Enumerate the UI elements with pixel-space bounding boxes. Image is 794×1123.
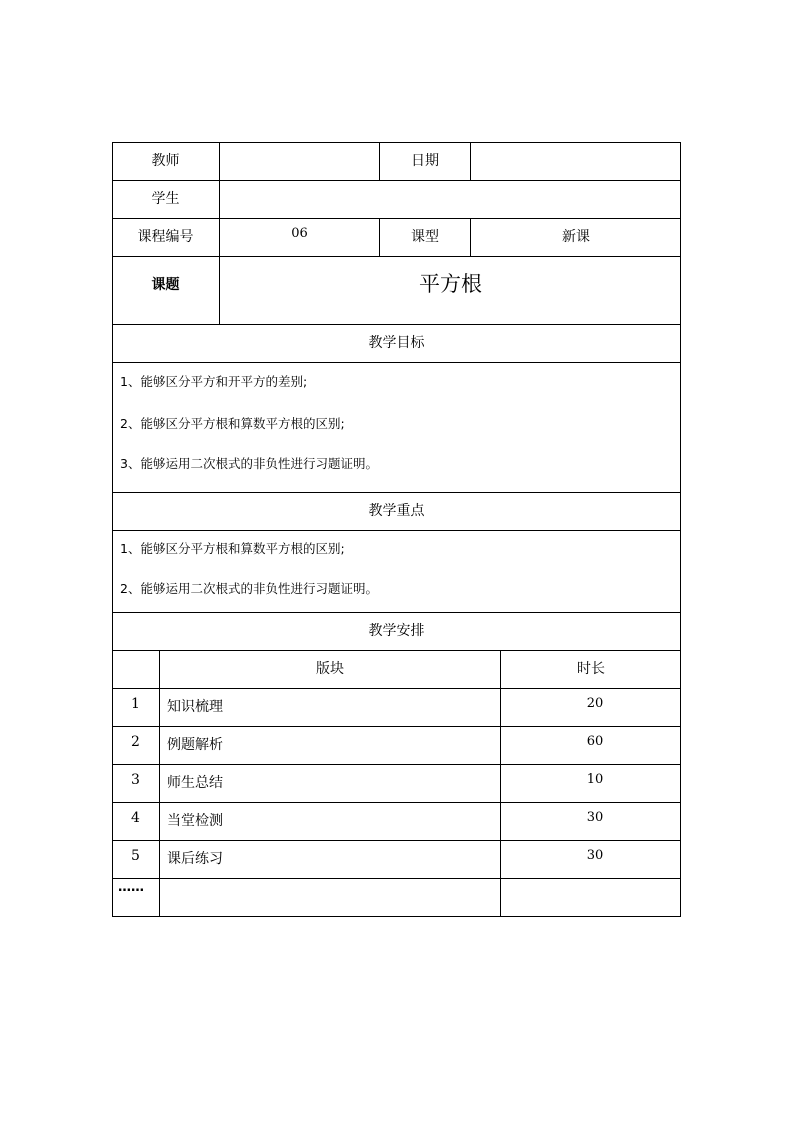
row-index: 5 <box>131 848 140 864</box>
duration-cell: 60 <box>500 726 681 764</box>
topic-label: 课题 <box>151 277 180 293</box>
module-cell: 当堂检测 <box>159 802 500 840</box>
table-row <box>112 764 680 802</box>
lesson-type-value: 新课 <box>470 218 681 256</box>
table-row <box>112 726 680 764</box>
module-cell: 例题解析 <box>159 726 500 764</box>
module-cell <box>159 878 500 916</box>
list-item: 3、能够运用二次根式的非负性进行习题证明。 <box>120 456 378 471</box>
table-row <box>112 878 680 916</box>
list-item: 2、能够运用二次根式的非负性进行习题证明。 <box>120 581 378 596</box>
student-label: 学生 <box>151 191 180 207</box>
course-no-value: 06 <box>219 218 379 256</box>
key-points-heading-row <box>112 492 680 530</box>
teacher-date-row <box>112 142 680 180</box>
lesson-type-label: 课型 <box>379 218 470 256</box>
teacher-label: 教师 <box>151 153 180 169</box>
topic-title: 平方根 <box>219 256 681 324</box>
schedule-header-row <box>112 650 680 688</box>
schedule-heading-row <box>112 612 680 650</box>
duration-cell: 10 <box>500 764 681 802</box>
table-row <box>112 840 680 878</box>
date-label: 日期 <box>379 142 470 180</box>
module-header: 版块 <box>159 650 500 688</box>
key-points-list <box>112 530 680 612</box>
duration-header: 时长 <box>500 650 681 688</box>
course-row <box>112 218 680 256</box>
course-no-label: 课程编号 <box>137 229 194 245</box>
table-row <box>112 688 680 726</box>
module-cell: 课后练习 <box>159 840 500 878</box>
list-item: 2、能够区分平方根和算数平方根的区别; <box>120 416 345 431</box>
row-index: 2 <box>131 734 140 750</box>
topic-row <box>112 256 680 324</box>
row-index: 1 <box>131 696 140 712</box>
row-index: 4 <box>131 810 140 826</box>
date-field[interactable] <box>470 142 681 180</box>
duration-cell: 30 <box>500 840 681 878</box>
duration-cell: 20 <box>500 688 681 726</box>
duration-cell: 30 <box>500 802 681 840</box>
ellipsis-cell: …… <box>118 880 144 895</box>
student-field[interactable] <box>219 180 681 218</box>
list-item: 1、能够区分平方和开平方的差别; <box>120 374 308 389</box>
schedule-heading: 教学安排 <box>368 623 425 639</box>
objectives-list <box>112 362 680 492</box>
key-points-heading: 教学重点 <box>368 503 425 519</box>
duration-cell <box>500 878 681 916</box>
objectives-heading-row <box>112 324 680 362</box>
teacher-field[interactable] <box>219 142 379 180</box>
module-cell: 师生总结 <box>159 764 500 802</box>
list-item: 1、能够区分平方根和算数平方根的区别; <box>120 541 345 556</box>
index-header <box>112 650 159 688</box>
student-row <box>112 180 680 218</box>
table-row <box>112 802 680 840</box>
objectives-heading: 教学目标 <box>368 335 425 351</box>
module-cell: 知识梳理 <box>159 688 500 726</box>
row-index: 3 <box>131 772 140 788</box>
